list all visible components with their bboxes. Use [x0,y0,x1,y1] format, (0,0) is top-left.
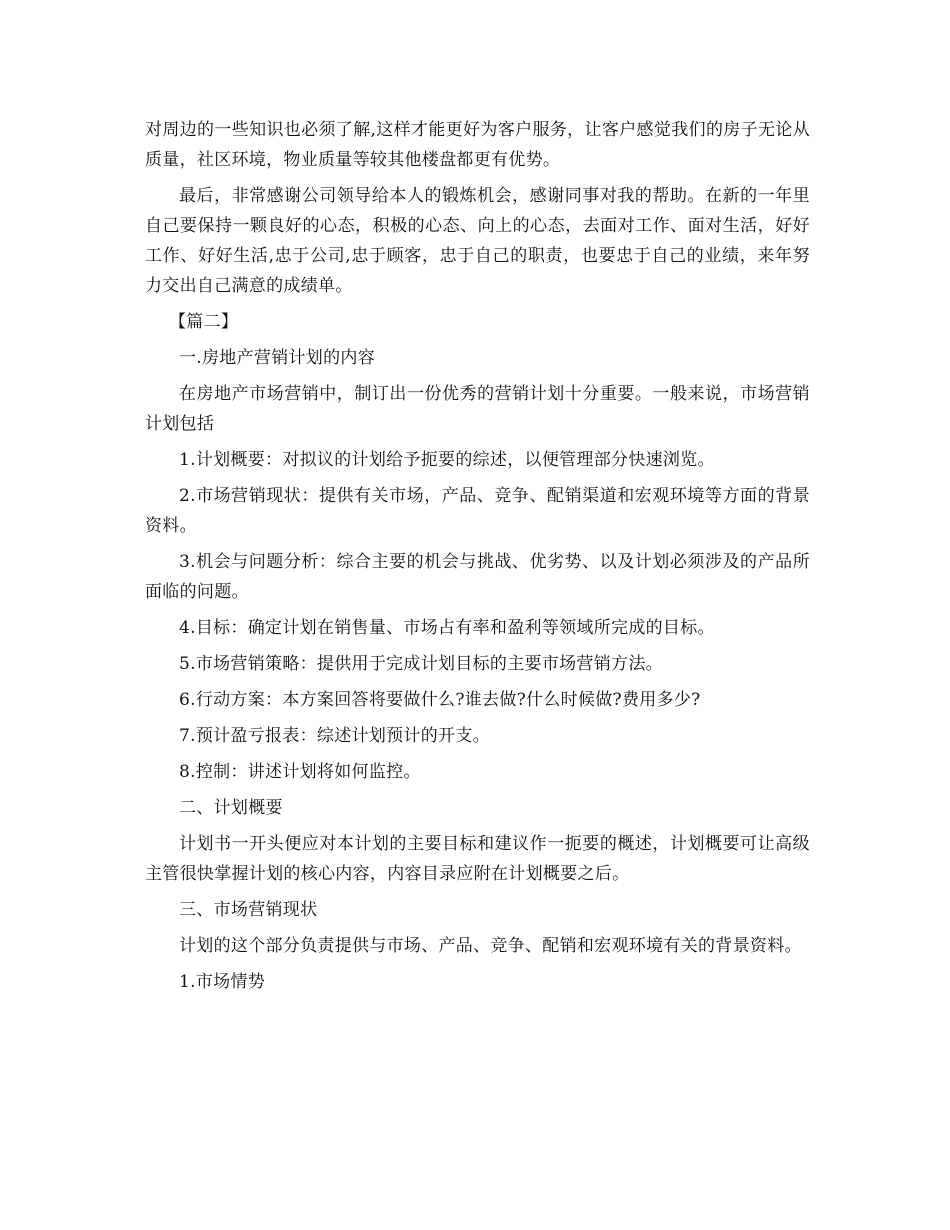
list-item: 3.机会与问题分析：综合主要的机会与挑战、优劣势、以及计划必须涉及的产品所面临的问题。 [145,552,810,602]
list-item: 8.控制：讲述计划将如何监控。 [179,762,421,782]
paragraph: 对周边的一些知识也必须了解,这样才能更好为客户服务，让客户感觉我们的房子无论从质量，社区环境，物业质量等较其他楼盘都更有优势。 [145,120,810,170]
list-item: 1.计划概要：对拟议的计划给予扼要的综述，以便管理部分快速浏览。 [179,450,715,470]
paragraph: 计划书一开头便应对本计划的主要目标和建议作一扼要的概述，计划概要可让高级主管很快掌握计划的核心内容，内容目录应附在计划概要之后。 [145,834,810,884]
list-item: 2.市场营销现状：提供有关市场，产品、竞争、配销渠道和宏观环境等方面的背景资料。 [145,486,810,536]
section-heading: 三、市场营销现状 [179,900,318,920]
paragraph: 最后，非常感谢公司领导给本人的锻炼机会，感谢同事对我的帮助。在新的一年里自己要保持一颗良好的心态，积极的心态、向上的心态，去面对工作、面对生活，好好工作、好好生活,忠于公司,忠于顾客，忠于自己的职责，也要忠于自己的业绩，来年努力交出自己满意的成绩单。 [145,186,810,296]
section-heading: 二、计划概要 [179,798,283,818]
document-body [145,115,810,1003]
list-item: 5.市场营销策略：提供用于完成计划目标的主要市场营销方法。 [179,654,663,674]
paragraph: 在房地产市场营销中，制订出一份优秀的营销计划十分重要。一般来说，市场营销计划包括 [145,384,810,434]
section-heading: 一.房地产营销计划的内容 [179,348,376,368]
list-item: 4.目标：确定计划在销售量、市场占有率和盈利等领域所完成的目标。 [179,618,715,638]
section-heading: 【篇二】 [169,312,239,332]
list-item: 7.预计盈亏报表：综述计划预计的开支。 [179,726,490,746]
list-item: 1.市场情势 [179,972,266,992]
paragraph: 计划的这个部分负责提供与市场、产品、竞争、配销和宏观环境有关的背景资料。 [179,936,802,956]
list-item: 6.行动方案：本方案回答将要做什么?谁去做?什么时候做?费用多少? [179,690,701,710]
